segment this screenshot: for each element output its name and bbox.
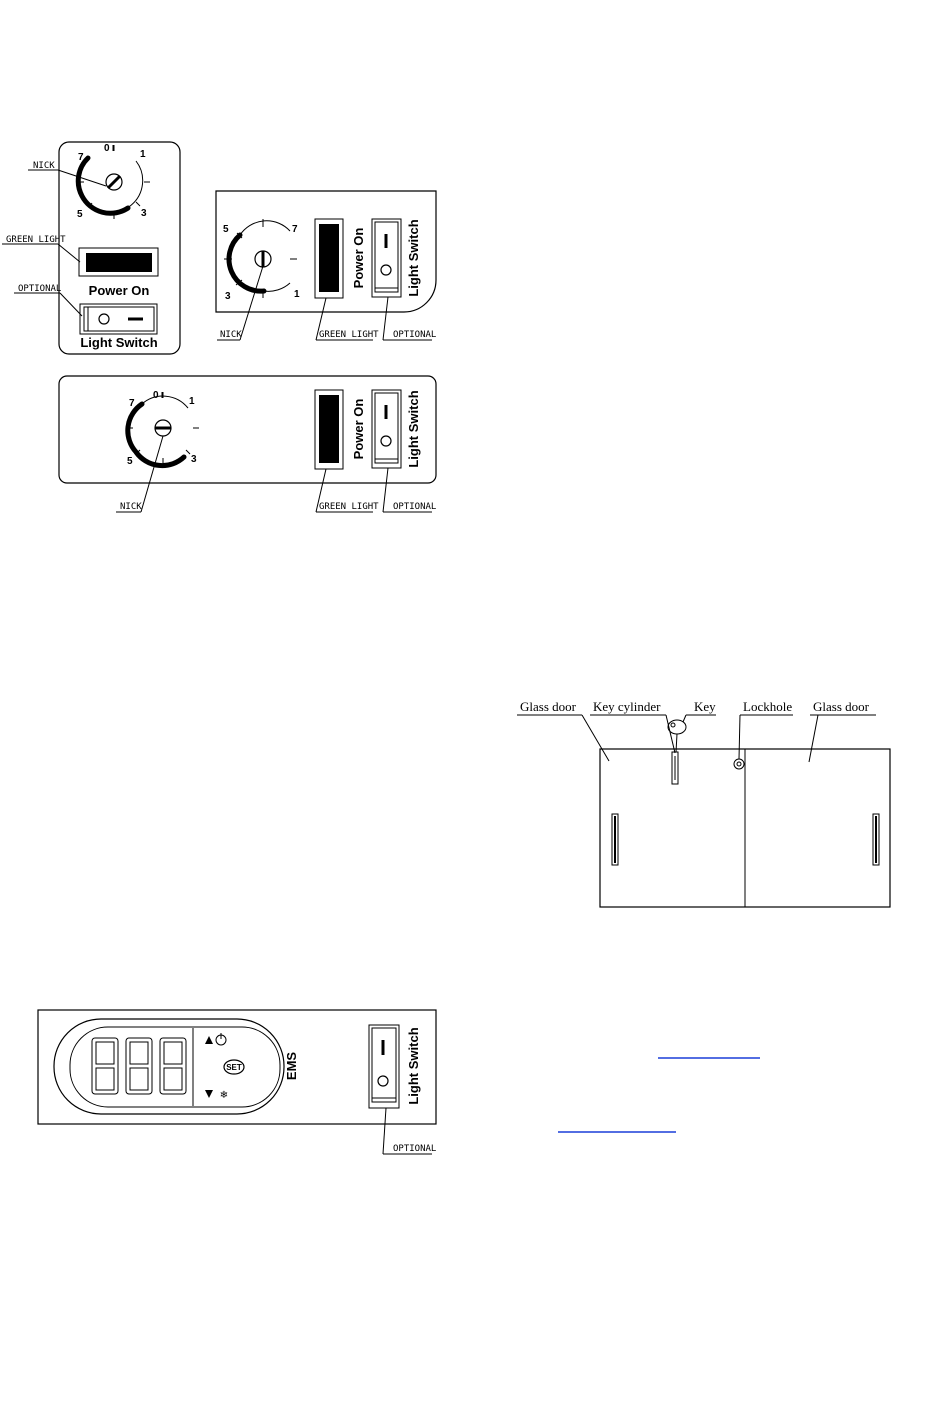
set-button[interactable]	[224, 1060, 244, 1074]
callout-nick: NICK	[220, 330, 242, 340]
light-switch-label: Light Switch	[80, 335, 158, 350]
label-glass-door-right: Glass door	[813, 699, 869, 714]
power-on-label: Power On	[351, 227, 366, 289]
control-panel-horizontal-wide	[59, 376, 436, 512]
green-light-indicator	[86, 253, 152, 272]
dial-number: 1	[140, 149, 146, 160]
callout-optional: OPTIONAL	[393, 1144, 437, 1154]
dial-number: 1	[294, 289, 300, 300]
dial-number: 0	[104, 143, 110, 154]
dial-number: 3	[141, 208, 147, 219]
power-on-label: Power On	[88, 283, 150, 298]
callout-optional: OPTIONAL	[393, 502, 437, 512]
callout-green-light: GREEN LIGHT	[319, 330, 379, 340]
callout-green-light: GREEN LIGHT	[319, 502, 379, 512]
light-switch-label: Light Switch	[406, 1027, 421, 1105]
light-switch-label: Light Switch	[406, 219, 421, 297]
control-panel-vertical	[2, 142, 180, 354]
dial-number: 5	[223, 224, 229, 235]
light-switch-rocker[interactable]	[372, 390, 401, 468]
dial-number: 7	[78, 152, 84, 163]
set-button-label: SET	[226, 1063, 242, 1072]
dial-number: 0	[153, 390, 159, 401]
thermostat-dial[interactable]	[224, 219, 297, 298]
power-on-label: Power On	[351, 398, 366, 460]
dial-number: 3	[225, 291, 231, 302]
dial-number: 1	[189, 396, 195, 407]
label-key: Key	[694, 699, 716, 714]
up-power-button[interactable]	[205, 1033, 226, 1045]
light-switch-rocker[interactable]	[80, 304, 157, 334]
light-switch-rocker[interactable]	[372, 219, 401, 297]
green-light-indicator	[319, 224, 339, 292]
lockhole-icon[interactable]	[734, 759, 744, 769]
callout-nick: NICK	[120, 502, 142, 512]
callout-nick: NICK	[33, 161, 55, 171]
green-light-indicator	[319, 395, 339, 463]
controller-bezel	[54, 1019, 284, 1114]
light-switch-rocker[interactable]	[369, 1025, 399, 1108]
dial-number: 7	[292, 224, 298, 235]
panel-c-frame	[59, 376, 436, 483]
control-panel-digital	[38, 1010, 436, 1154]
dial-number: 5	[127, 456, 133, 467]
label-key-cylinder: Key cylinder	[593, 699, 661, 714]
callout-optional: OPTIONAL	[18, 284, 62, 294]
label-glass-door-left: Glass door	[520, 699, 576, 714]
glass-door-cabinet	[517, 699, 890, 907]
dial-number: 5	[77, 209, 83, 220]
callout-optional: OPTIONAL	[393, 330, 437, 340]
temperature-display	[92, 1038, 186, 1094]
callout-green-light: GREEN LIGHT	[6, 235, 66, 245]
dial-number: 3	[191, 454, 197, 465]
defrost-icon: ❄	[219, 1090, 229, 1101]
dial-number: 7	[129, 398, 135, 409]
label-lockhole: Lockhole	[743, 699, 793, 714]
down-defrost-button[interactable]	[205, 1090, 228, 1101]
control-panel-horizontal-small	[216, 191, 436, 340]
light-switch-label: Light Switch	[406, 390, 421, 468]
ems-label: EMS	[284, 1051, 299, 1081]
